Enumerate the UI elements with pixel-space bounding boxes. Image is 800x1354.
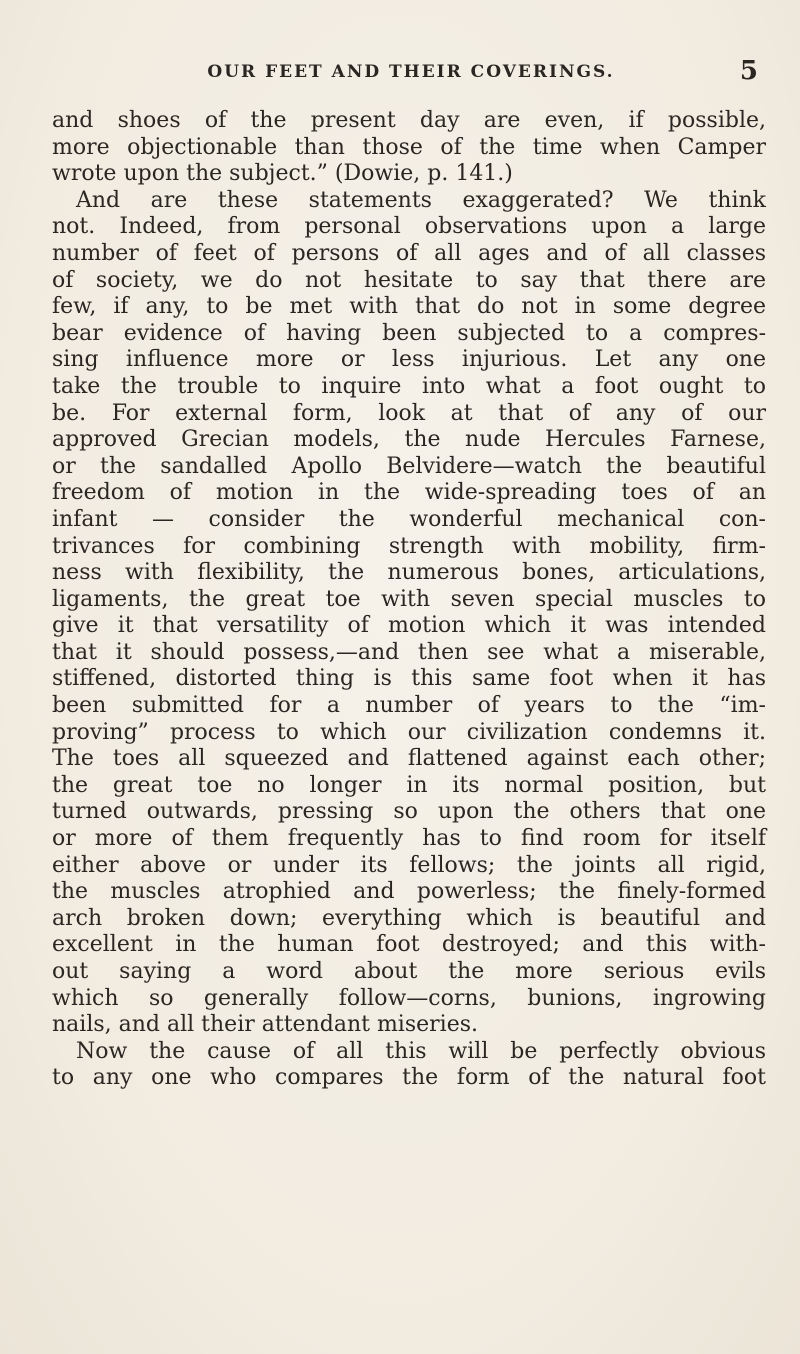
text-line: number of feet of persons of all ages and of all classes [52,240,766,266]
page-header [56,52,766,92]
text-line: proving” process to which our civilization condemns it. [52,719,766,745]
text-line: bear evidence of having been subjected to a compres- [52,320,766,346]
text-line: sing influence more or less injurious. Let any one [52,347,766,373]
text-line: not. Indeed, from personal observations upon a large [52,214,766,240]
text-line: and shoes of the present day are even, if possible, [52,108,766,133]
text-line: Now the cause of all this will be perfectly obvious [76,1038,766,1064]
page-number: 5 [739,56,758,86]
text-line: more objectionable than those of the time when Camper [52,134,766,160]
text-line: nails, and all their attendant miseries. [52,1012,479,1038]
text-line: turned outwards, pressing so upon the others that one [52,799,766,825]
text-line: the muscles atrophied and powerless; the finely-formed [52,879,766,905]
text-line: take the trouble to inquire into what a foot ought to [52,373,766,399]
text-line: been submitted for a number of years to the “im- [52,693,766,719]
text-line: stiffened, distorted thing is this same foot when it has [52,666,766,692]
text-line: trivances for combining strength with mobility, firm- [52,533,766,559]
text-line: be. For external form, look at that of any of our [52,400,766,426]
text-line: infant — consider the wonderful mechanical con- [52,506,766,532]
text-line: to any one who compares the form of the natural foot [52,1065,766,1091]
text-line: out saying a word about the more serious evils [52,959,766,984]
text-line: few, if any, to be met with that do not in some degree [52,294,766,320]
body-text [52,108,766,1092]
text-line: which so generally follow—corns, bunions, ingrowing [52,985,766,1011]
text-line: that it should possess,—and then see what a miserable, [52,639,766,665]
text-line: either above or under its fellows; the joints all rigid, [52,852,766,878]
text-line: of society, we do not hesitate to say that there are [52,267,766,293]
text-line: And are these statements exaggerated? We think [76,187,766,213]
text-line: wrote upon the subject.” (Dowie, p. 141.) [52,161,513,187]
text-line: ligaments, the great toe with seven special muscles to [52,586,766,612]
text-line: arch broken down; everything which is beautiful and [52,905,766,931]
text-line: or more of them frequently has to find room for itself [52,826,766,852]
text-line: excellent in the human foot destroyed; and this with- [52,932,766,958]
text-line: freedom of motion in the wide-spreading toes of an [52,480,766,506]
text-line: the great toe no longer in its normal position, but [52,772,766,798]
text-line: The toes all squeezed and flattened against each other; [52,746,766,772]
text-line: approved Grecian models, the nude Hercules Farnese, [52,427,766,453]
text-line: or the sandalled Apollo Belvidere—watch the beautiful [52,453,766,479]
text-line: ness with flexibility, the numerous bones, articulations, [52,560,766,586]
running-head: OUR FEET AND THEIR COVERINGS. [207,62,615,82]
text-line: give it that versatility of motion which it was intended [52,613,766,639]
